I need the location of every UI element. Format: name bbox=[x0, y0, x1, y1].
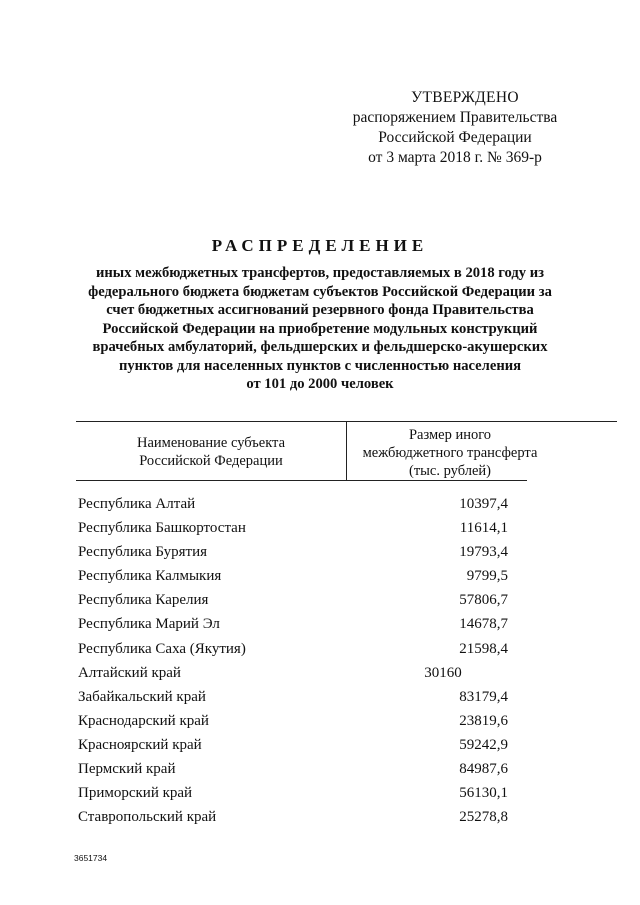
table-row bbox=[78, 492, 558, 516]
header-amount-line-2: межбюджетного трансферта bbox=[362, 445, 538, 461]
region-name: Приморский край bbox=[78, 785, 193, 802]
table-row bbox=[78, 516, 558, 540]
table-row bbox=[78, 588, 558, 612]
table-row bbox=[78, 540, 558, 564]
table-row bbox=[78, 564, 558, 588]
transfer-amount: 11614,1 bbox=[459, 520, 508, 537]
transfer-amount: 25278,8 bbox=[459, 809, 508, 826]
table-row bbox=[78, 805, 558, 829]
approval-heading: УТВЕРЖДЕНО bbox=[411, 89, 519, 106]
table-header-divider bbox=[346, 421, 347, 481]
transfer-amount: 9799,5 bbox=[466, 568, 508, 585]
subtitle-line: врачебных амбулаторий, фельдшерских и фельдшерско-акушерских bbox=[92, 339, 548, 355]
region-name: Республика Алтай bbox=[78, 496, 196, 512]
subtitle-line: пунктов для населенных пунктов с численностью населения bbox=[118, 357, 522, 374]
region-name: Республика Саха (Якутия) bbox=[78, 640, 246, 657]
region-name: Пермский край bbox=[78, 761, 176, 778]
transfer-amount: 21598,4 bbox=[459, 640, 508, 657]
table-header-name-column bbox=[76, 434, 346, 470]
document-title: РАСПРЕДЕЛЕНИЕ bbox=[211, 236, 429, 255]
region-name: Республика Калмыкия bbox=[78, 568, 222, 585]
header-amount-line-1: Размер иного bbox=[408, 427, 492, 443]
subtitle-line: федерального бюджета бюджетам субъектов Российской Федерации за bbox=[88, 283, 552, 300]
header-amount-line-3: (тыс. рублей) bbox=[409, 463, 491, 479]
transfer-amount: 19793,4 bbox=[459, 544, 508, 561]
transfer-amount: 84987,6 bbox=[459, 761, 508, 778]
region-name: Красноярский край bbox=[78, 736, 202, 753]
region-name: Алтайский край bbox=[78, 664, 181, 681]
transfer-amount: 23819,6 bbox=[459, 712, 508, 729]
region-name: Забайкальский край bbox=[78, 688, 206, 705]
approval-line-date: от 3 марта 2018 г. № 369-р bbox=[368, 149, 542, 166]
document-subtitle bbox=[60, 264, 580, 394]
transfer-amount: 30160 bbox=[424, 664, 462, 681]
table-row bbox=[78, 733, 558, 757]
subtitle-line: Российской Федерации на приобретение модульных конструкций bbox=[102, 320, 538, 337]
document-code: 3651734 bbox=[74, 853, 108, 863]
region-name: Республика Карелия bbox=[78, 592, 209, 609]
table-row bbox=[78, 685, 558, 709]
table-row bbox=[78, 709, 558, 733]
subtitle-line: от 101 до 2000 человек bbox=[246, 376, 394, 392]
table-header-bottom-rule bbox=[76, 480, 527, 481]
subtitle-line: иных межбюджетных трансфертов, предоставляемых в 2018 году из bbox=[95, 265, 545, 281]
approval-line-country: Российской Федерации bbox=[378, 129, 532, 146]
transfer-amount: 57806,7 bbox=[459, 592, 508, 609]
transfer-amount: 10397,4 bbox=[459, 496, 508, 512]
transfer-amount: 56130,1 bbox=[459, 785, 508, 802]
region-name: Республика Бурятия bbox=[78, 544, 208, 561]
table-row bbox=[78, 637, 558, 661]
approval-line-authority: распоряжением Правительства bbox=[352, 109, 558, 126]
subtitle-line: счет бюджетных ассигнований резервного фонда Правительства bbox=[106, 302, 534, 318]
table-row bbox=[78, 661, 558, 685]
approval-stamp bbox=[340, 88, 570, 168]
region-name: Республика Башкортостан bbox=[78, 520, 246, 537]
header-name-line-2: Российской Федерации bbox=[139, 453, 283, 469]
table-body bbox=[78, 492, 558, 829]
transfer-amount: 83179,4 bbox=[459, 688, 508, 705]
header-name-line-1: Наименование субъекта bbox=[136, 435, 286, 451]
region-name: Ставропольский край bbox=[78, 809, 217, 826]
table-row bbox=[78, 612, 558, 636]
table-row bbox=[78, 757, 558, 781]
region-name: Республика Марий Эл bbox=[78, 616, 220, 633]
table-header-amount-column bbox=[350, 426, 550, 480]
transfer-amount: 59242,9 bbox=[459, 736, 508, 753]
transfer-amount: 14678,7 bbox=[459, 616, 508, 633]
region-name: Краснодарский край bbox=[78, 712, 209, 729]
table-row bbox=[78, 781, 558, 805]
